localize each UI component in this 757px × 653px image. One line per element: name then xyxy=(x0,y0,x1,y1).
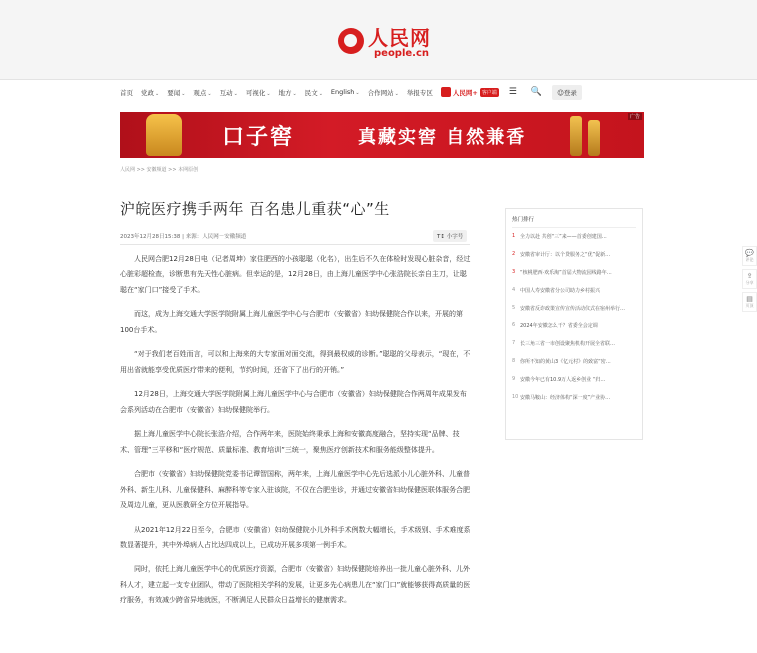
people-logo[interactable] xyxy=(338,22,438,62)
logo-en-text: people.cn xyxy=(374,48,430,59)
article-paragraph: 据上海儿童医学中心院长张浩介绍，合作两年来，医院始终秉承上海和安徽高度融合，坚持实现“品牌、技术、管理”三平移和“医疗规范、质量标准、教育培训”三统一，聚焦医疗创新技术和服务能级整体提升。 xyxy=(120,430,460,454)
nav-item[interactable] xyxy=(279,88,297,97)
article-paragraph: 合肥市（安徽省）妇幼保健院党委书记谭智国称，两年来，上海儿童医学中心先后选派小儿心脏外科、儿童普外科、新生儿科、儿童保健科、麻醉科等专家入驻该院，不仅在合肥坐诊，并通过安徽省妇幼保健医联体服务合肥及周边儿童，更从医教研全方位开展指导。 xyxy=(120,470,470,509)
chevron-down-icon: ⌄ xyxy=(207,90,212,97)
people-plus-icon xyxy=(441,87,451,97)
hot-ranking-list xyxy=(512,233,636,412)
article-paragraph: 而这，成为上海交通大学医学院附属上海儿童医学中心与合肥市（安徽省）妇幼保健院合作以来，开展的第100台手术。 xyxy=(120,310,463,334)
share-icon: ⇪ xyxy=(746,272,753,280)
nav-item-label: 民文 xyxy=(304,88,318,97)
nav-item-label: 地方 xyxy=(278,88,292,97)
chevron-down-icon: ⌄ xyxy=(292,90,297,97)
nav-item[interactable] xyxy=(120,88,133,97)
ad-label: 广告 xyxy=(629,114,640,120)
article-paragraph: 同时，依托上海儿童医学中心的优质医疗资源，合肥市（安徽省）妇幼保健院培养出一批儿童心脏外科、儿外科人才，建立起一支专业团队，带动了医院相关学科的发展，让更多先心病患儿在“家门口”就能够获得高质量的医疗服务，有效减少跨省异地就医，不断满足人民群众日益增长的健康需求。 xyxy=(120,565,471,605)
article-paragraph: 人民网合肥12月28日电（记者周坤）家住肥西的小孩聪聪（化名），出生后不久在体检时发现心脏杂音，经过心脏彩超检查，诊断患有先天性心脏病。但幸运的是，12月28日，由上海儿童医学中心张浩院长亲自主刀，让聪聪在“家门口”接受了手术。 xyxy=(120,255,471,294)
nav-item-label: 互动 xyxy=(219,88,233,97)
chevron-down-icon: ⌄ xyxy=(181,90,186,97)
logo-mark-icon xyxy=(338,28,364,54)
rank-number: 5 xyxy=(512,304,516,311)
search-icon[interactable]: 🔍 xyxy=(530,87,543,97)
hot-ranking-item[interactable] xyxy=(512,358,636,376)
nav-item[interactable] xyxy=(220,88,238,97)
back-to-top-tool[interactable] xyxy=(742,292,757,312)
hot-ranking-link: 安徽省反诈政策宣传宣传活动仪式在宿州举行… xyxy=(520,305,626,312)
ad-slogan: 真藏实窖 自然兼香 xyxy=(358,127,527,148)
header-band xyxy=(0,0,757,80)
nav-item[interactable] xyxy=(246,88,271,97)
hot-ranking-link: 安徽今年已有10.9万人返乡创业 “归… xyxy=(520,377,606,384)
rank-number: 8 xyxy=(512,358,516,365)
comment-tool[interactable] xyxy=(742,246,757,266)
article-paragraph: 从2021年12月22日至今，合肥市（安徽省）妇幼保健院小儿外科手术例数大幅增长，手术级别、手术难度系数显著提升，其中外埠病人占比达四成以上，已成功开展多项第一例手术。 xyxy=(120,525,471,549)
nav-item[interactable] xyxy=(407,88,433,97)
hot-ranking-link: 安徽省审计厅：以个贷服务之“优”促新… xyxy=(520,251,611,258)
nav-item-label: 要闻 xyxy=(167,88,181,97)
nav-item-label: 可视化 xyxy=(245,88,266,97)
article-meta: 2023年12月28日15:38 | 来源：人民网－安徽频道 xyxy=(120,234,247,240)
rank-number: 2 xyxy=(512,250,516,257)
comment-label: 评论 xyxy=(745,257,754,262)
rank-number: 6 xyxy=(512,322,516,329)
rank-number: 9 xyxy=(512,376,516,383)
nav-item-label: English xyxy=(330,88,355,96)
logo-cn-text: 人民网 xyxy=(368,26,431,50)
hot-ranking-link: 全力以赴 共创“三”来——首委创建国… xyxy=(520,234,607,240)
chevron-down-icon: ⌄ xyxy=(318,90,323,97)
nav-item[interactable] xyxy=(305,88,323,97)
ad-bottle-image xyxy=(570,116,582,156)
share-tool[interactable] xyxy=(742,269,757,289)
hot-ranking-link: 安徽马鞍山：经济体构“深一度”产业协… xyxy=(520,395,611,402)
share-label: 分享 xyxy=(745,280,754,285)
chevron-down-icon: ⌄ xyxy=(233,90,238,97)
login-button[interactable] xyxy=(552,85,582,100)
nav-item[interactable] xyxy=(331,88,360,96)
hot-ranking-link: 2024年安徽怎么干？省委全会定调 xyxy=(520,323,598,330)
main-nav xyxy=(0,80,757,108)
chevron-down-icon: ⌄ xyxy=(394,90,399,97)
ad-banner[interactable] xyxy=(120,112,644,158)
article-paragraph: 12月28日，上海交通大学医学院附属上海儿童医学中心与合肥市（安徽省）妇幼保健院合作两周年成果发布会系列活动在合肥市（安徽省）妇幼保健院举行。 xyxy=(120,390,467,414)
nav-item-label: 观点 xyxy=(193,88,207,97)
login-label: 登录 xyxy=(563,88,577,97)
user-icon: ☺ xyxy=(557,88,564,97)
rank-number: 4 xyxy=(512,286,516,293)
hot-ranking-link: 长三角三省一市创设聚焦机构开展全省联… xyxy=(520,341,616,348)
hot-ranking-link: 你所不知的黄山3《亿元村》的致富“密… xyxy=(520,359,611,366)
font-size-button[interactable]: T↕ 小字号 xyxy=(433,230,467,242)
chevron-down-icon: ⌄ xyxy=(155,90,160,97)
divider xyxy=(120,244,470,245)
back-to-top-label: 页顶 xyxy=(745,303,754,308)
nav-item-label: 举报专区 xyxy=(406,88,433,97)
ad-bottle-image xyxy=(588,120,600,156)
comment-icon: 💬 xyxy=(745,249,754,257)
hot-ranking-item[interactable] xyxy=(512,394,636,412)
hot-ranking-item[interactable] xyxy=(512,340,636,358)
breadcrumb[interactable]: 人民网 >> 安徽频道 >> 本网原创 xyxy=(120,167,199,173)
rank-number: 10 xyxy=(512,394,519,401)
people-plus-label: 人民网+ xyxy=(452,88,478,97)
hot-ranking-item[interactable] xyxy=(512,233,636,251)
app-tag: 客户端 xyxy=(481,89,497,96)
menu-icon[interactable]: ☰ xyxy=(508,87,517,97)
rank-number: 7 xyxy=(512,340,516,347)
nav-item-label: 党政 xyxy=(141,88,154,97)
hot-ranking-link: “核桃肥西·欢乐淘”首届大物流园线路年… xyxy=(520,269,612,276)
ad-bottle-image xyxy=(146,114,182,156)
nav-item[interactable] xyxy=(141,88,159,97)
nav-item[interactable] xyxy=(193,88,211,97)
rank-number: 3 xyxy=(512,268,516,275)
rank-number: 1 xyxy=(512,233,516,239)
article-paragraph: “对于我们老百姓而言，可以和上海来的大专家面对面交流，得到最权威的诊断。”聪聪的父母表示，“现在，不用出省就能享受优质医疗带来的便利，节约时间，还省下了出行的开销。” xyxy=(120,350,471,374)
hot-ranking-item[interactable] xyxy=(512,251,636,269)
hot-ranking-item[interactable] xyxy=(512,305,636,323)
hot-ranking-item[interactable] xyxy=(512,376,636,394)
ad-title: 口子窖 xyxy=(222,124,295,150)
chevron-down-icon: ⌄ xyxy=(266,90,271,97)
hot-ranking-title: 热门排行 xyxy=(512,215,636,228)
hot-ranking-item[interactable] xyxy=(512,269,636,287)
hot-ranking-link: 中国人寿安徽省分公司助力乡村振兴 xyxy=(520,287,601,294)
nav-item[interactable] xyxy=(167,88,185,97)
nav-item-label: 首页 xyxy=(120,88,133,97)
hot-ranking-item[interactable] xyxy=(512,287,636,305)
article-body xyxy=(120,252,473,618)
nav-item[interactable] xyxy=(368,88,399,97)
hot-ranking-item[interactable] xyxy=(512,322,636,340)
hot-ranking-panel xyxy=(505,208,643,440)
chevron-down-icon: ⌄ xyxy=(355,90,360,96)
nav-list xyxy=(120,80,582,104)
page-icon: ▤ xyxy=(746,295,753,303)
article-title: 沪皖医疗携手两年 百名患儿重获“心”生 xyxy=(120,200,390,218)
nav-item-label: 合作网站 xyxy=(367,88,394,97)
people-plus-link[interactable] xyxy=(441,87,499,98)
